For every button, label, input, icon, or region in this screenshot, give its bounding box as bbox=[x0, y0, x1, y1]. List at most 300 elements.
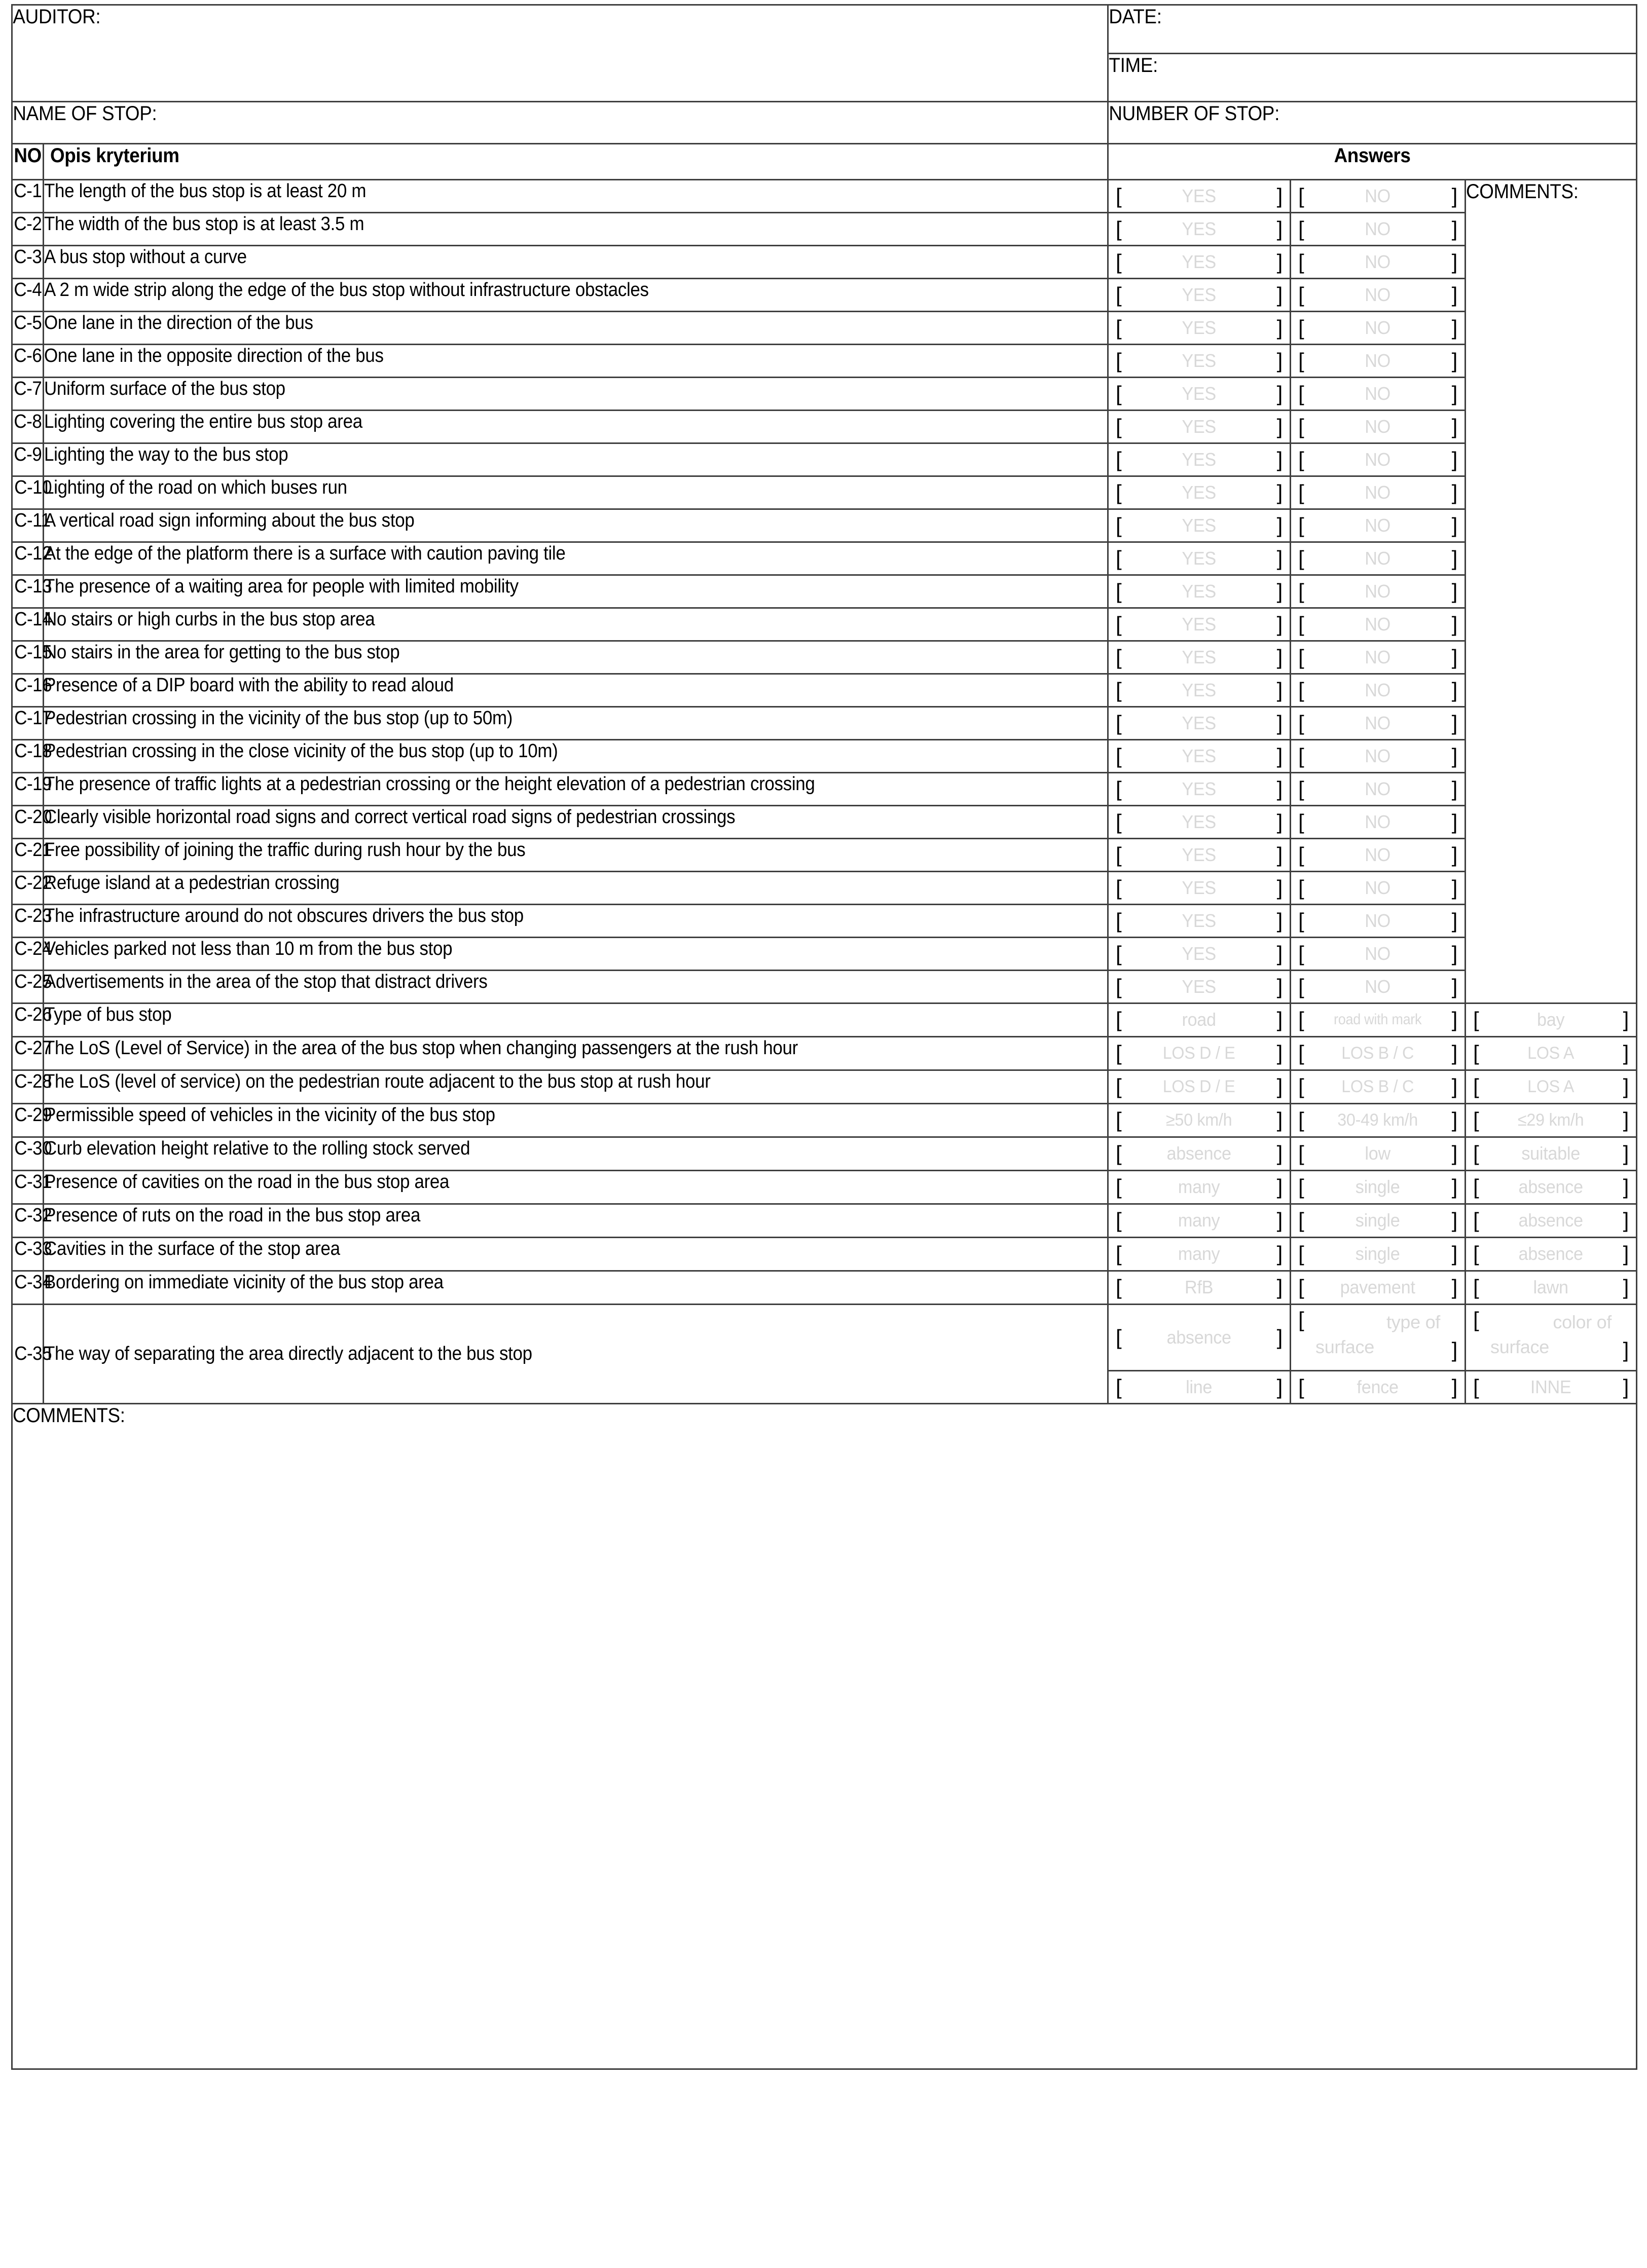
answer-option-3[interactable]: [ suitable ] bbox=[1466, 1137, 1637, 1171]
answer-option-1[interactable]: [ absence ] bbox=[1108, 1305, 1291, 1371]
answer-option-yes[interactable]: [ YES ] bbox=[1108, 773, 1291, 806]
answer-option-no[interactable]: [ NO ] bbox=[1291, 279, 1466, 312]
answer-option-2[interactable]: [ single ] bbox=[1291, 1171, 1466, 1204]
answer-option-1[interactable]: [ road ] bbox=[1108, 1003, 1291, 1037]
row-number: C-9 bbox=[12, 443, 44, 476]
answer-option-yes[interactable]: [ YES ] bbox=[1108, 411, 1291, 443]
row-description: The presence of traffic lights at a pedestrian crossing or the height elevation of a pedestrian crossing bbox=[44, 773, 1108, 806]
bracket-close-icon: ] bbox=[1451, 645, 1457, 669]
bracket-close-icon: ] bbox=[1451, 711, 1457, 735]
bracket-close-icon: ] bbox=[1451, 1041, 1457, 1065]
row-description: No stairs or high curbs in the bus stop area bbox=[44, 608, 1108, 641]
table-row bbox=[12, 938, 1637, 971]
row-description: A bus stop without a curve bbox=[44, 246, 1108, 279]
bracket-open-icon: [ bbox=[1298, 415, 1304, 438]
answer-option-no[interactable]: [ NO ] bbox=[1291, 575, 1466, 608]
answer-option-no[interactable]: [ NO ] bbox=[1291, 872, 1466, 905]
table-row bbox=[12, 411, 1637, 443]
bracket-close-icon: ] bbox=[1451, 810, 1457, 834]
row-description: Lighting the way to the bus stop bbox=[44, 443, 1108, 476]
row-number: C-26 bbox=[12, 1003, 44, 1037]
answer-option-1[interactable]: [ ≥50 km/h ] bbox=[1108, 1104, 1291, 1137]
bracket-close-icon: ] bbox=[1451, 843, 1457, 867]
bracket-close-icon: ] bbox=[1451, 1108, 1457, 1132]
bracket-open-icon: [ bbox=[1298, 1074, 1304, 1098]
bracket-open-icon: [ bbox=[1116, 480, 1122, 504]
answer-option-1[interactable]: [ many ] bbox=[1108, 1204, 1291, 1238]
row-number: C-17 bbox=[12, 707, 44, 740]
row-description: The LoS (Level of Service) in the area of the bus stop when changing passengers at the rush hour bbox=[44, 1037, 1108, 1070]
row-number: C-25 bbox=[12, 971, 44, 1003]
row-number: C-29 bbox=[12, 1104, 44, 1137]
table-row bbox=[12, 443, 1637, 476]
answer-option-3[interactable]: [ bay ] bbox=[1466, 1003, 1637, 1037]
row-number: C-21 bbox=[12, 839, 44, 872]
answer-option-yes[interactable]: [ YES ] bbox=[1108, 542, 1291, 575]
answer-option-no[interactable]: [ NO ] bbox=[1291, 443, 1466, 476]
table-row bbox=[12, 1104, 1637, 1137]
bracket-open-icon: [ bbox=[1116, 678, 1122, 702]
bracket-close-icon: ] bbox=[1451, 909, 1457, 933]
bracket-close-icon: ] bbox=[1451, 975, 1457, 998]
answer-option-yes[interactable]: [ YES ] bbox=[1108, 180, 1291, 213]
answer-option-no[interactable]: [ NO ] bbox=[1291, 312, 1466, 345]
answer-option-1[interactable]: [ LOS D / E ] bbox=[1108, 1037, 1291, 1070]
answer-option-6[interactable]: [ INNE ] bbox=[1466, 1371, 1637, 1404]
answer-option-2[interactable]: [ low ] bbox=[1291, 1137, 1466, 1171]
bracket-open-icon: [ bbox=[1116, 1008, 1122, 1031]
bracket-close-icon: ] bbox=[1451, 513, 1457, 537]
row-number: C-18 bbox=[12, 740, 44, 773]
bracket-open-icon: [ bbox=[1116, 1175, 1122, 1199]
answer-option-yes[interactable]: [ YES ] bbox=[1108, 971, 1291, 1003]
answer-option-no[interactable]: [ NO ] bbox=[1291, 773, 1466, 806]
answer-option-no[interactable]: [ NO ] bbox=[1291, 476, 1466, 509]
bracket-close-icon: ] bbox=[1276, 1074, 1283, 1098]
table-row bbox=[12, 1238, 1637, 1271]
answer-option-1[interactable]: [ LOS D / E ] bbox=[1108, 1070, 1291, 1104]
answer-option-2[interactable]: [ LOS B / C ] bbox=[1291, 1037, 1466, 1070]
table-row bbox=[12, 707, 1637, 740]
row-number: C-28 bbox=[12, 1070, 44, 1104]
bracket-open-icon: [ bbox=[1116, 1141, 1122, 1165]
answer-option-yes[interactable]: [ YES ] bbox=[1108, 674, 1291, 707]
answer-option-yes[interactable]: [ YES ] bbox=[1108, 345, 1291, 378]
bracket-open-icon: [ bbox=[1298, 1108, 1304, 1132]
row-number: C-20 bbox=[12, 806, 44, 839]
table-row bbox=[12, 1003, 1637, 1037]
bracket-open-icon: [ bbox=[1298, 909, 1304, 933]
bracket-close-icon: ] bbox=[1276, 1175, 1283, 1199]
bracket-close-icon: ] bbox=[1451, 1175, 1457, 1199]
bracket-open-icon: [ bbox=[1116, 645, 1122, 669]
bracket-open-icon: [ bbox=[1298, 513, 1304, 537]
bracket-open-icon: [ bbox=[1116, 1325, 1122, 1349]
answer-option-2[interactable]: [ pavement ] bbox=[1291, 1271, 1466, 1305]
answer-option-3-line2: surface bbox=[1490, 1336, 1549, 1357]
answer-option-1[interactable]: [ many ] bbox=[1108, 1238, 1291, 1271]
bracket-close-icon: ] bbox=[1451, 612, 1457, 636]
answer-option-no[interactable]: [ NO ] bbox=[1291, 971, 1466, 1003]
bracket-open-icon: [ bbox=[1298, 777, 1304, 801]
bracket-open-icon: [ bbox=[1116, 777, 1122, 801]
bracket-open-icon: [ bbox=[1116, 1108, 1122, 1132]
bracket-close-icon: ] bbox=[1451, 1008, 1457, 1031]
bracket-close-icon: ] bbox=[1623, 1338, 1629, 1362]
footer-comments-row bbox=[12, 1404, 1637, 2069]
bracket-open-icon: [ bbox=[1116, 579, 1122, 603]
bracket-close-icon: ] bbox=[1276, 711, 1283, 735]
answer-option-1[interactable]: [ absence ] bbox=[1108, 1137, 1291, 1171]
answer-option-1[interactable]: [ many ] bbox=[1108, 1171, 1291, 1204]
bracket-close-icon: ] bbox=[1276, 876, 1283, 900]
row-description: The presence of a waiting area for people with limited mobility bbox=[44, 575, 1108, 608]
bracket-close-icon: ] bbox=[1451, 579, 1457, 603]
answer-option-3[interactable]: [ LOS A ] bbox=[1466, 1070, 1637, 1104]
row-description: Vehicles parked not less than 10 m from the bus stop bbox=[44, 938, 1108, 971]
bracket-close-icon: ] bbox=[1276, 843, 1283, 867]
bracket-close-icon: ] bbox=[1623, 1208, 1629, 1232]
bracket-close-icon: ] bbox=[1623, 1108, 1629, 1132]
bracket-close-icon: ] bbox=[1276, 1375, 1283, 1399]
answer-option-yes[interactable]: [ YES ] bbox=[1108, 476, 1291, 509]
answer-option-no[interactable]: [ NO ] bbox=[1291, 641, 1466, 674]
bracket-open-icon: [ bbox=[1298, 1375, 1304, 1399]
bracket-open-icon: [ bbox=[1473, 1375, 1479, 1399]
bracket-open-icon: [ bbox=[1298, 876, 1304, 900]
bracket-open-icon: [ bbox=[1298, 448, 1304, 471]
answer-option-yes[interactable]: [ YES ] bbox=[1108, 905, 1291, 938]
bracket-close-icon: ] bbox=[1276, 942, 1283, 965]
comments-column-cell[interactable] bbox=[1466, 180, 1637, 1003]
answer-option-3[interactable]: [ ≤29 km/h ] bbox=[1466, 1104, 1637, 1137]
row-number: C-1 bbox=[12, 180, 44, 213]
row-description: A 2 m wide strip along the edge of the bus stop without infrastructure obstacles bbox=[44, 279, 1108, 312]
bracket-close-icon: ] bbox=[1623, 1275, 1629, 1299]
bracket-close-icon: ] bbox=[1451, 744, 1457, 768]
row-number: C-16 bbox=[12, 674, 44, 707]
bracket-close-icon: ] bbox=[1276, 184, 1283, 208]
row-number: C-14 bbox=[12, 608, 44, 641]
row-number: C-12 bbox=[12, 542, 44, 575]
answer-option-yes[interactable]: [ YES ] bbox=[1108, 740, 1291, 773]
answer-option-yes[interactable]: [ YES ] bbox=[1108, 378, 1291, 411]
answer-option-yes[interactable]: [ YES ] bbox=[1108, 872, 1291, 905]
row-description: Curb elevation height relative to the rolling stock served bbox=[44, 1137, 1108, 1171]
answer-option-2[interactable] bbox=[1291, 1305, 1466, 1371]
bracket-open-icon: [ bbox=[1116, 546, 1122, 570]
answer-option-no[interactable]: [ NO ] bbox=[1291, 213, 1466, 246]
bracket-open-icon: [ bbox=[1116, 1275, 1122, 1299]
answer-option-yes[interactable]: [ YES ] bbox=[1108, 938, 1291, 971]
name-of-stop-field[interactable] bbox=[12, 102, 1020, 144]
row-description: The way of separating the area directly adjacent to the bus stop bbox=[44, 1305, 1108, 1404]
time-label: TIME: bbox=[1108, 54, 1158, 77]
bracket-open-icon: [ bbox=[1116, 415, 1122, 438]
table-row bbox=[12, 905, 1637, 938]
footer-comments-field[interactable] bbox=[12, 1404, 1637, 2069]
bracket-open-icon: [ bbox=[1116, 876, 1122, 900]
answer-option-no[interactable]: [ NO ] bbox=[1291, 180, 1466, 213]
bracket-close-icon: ] bbox=[1451, 250, 1457, 274]
answer-option-no[interactable]: [ NO ] bbox=[1291, 740, 1466, 773]
table-row bbox=[12, 180, 1637, 213]
table-row bbox=[12, 641, 1637, 674]
answer-option-3[interactable]: [ LOS A ] bbox=[1466, 1037, 1637, 1070]
row-number: C-19 bbox=[12, 773, 44, 806]
bracket-close-icon: ] bbox=[1451, 1141, 1457, 1165]
answer-option-2[interactable]: [ single ] bbox=[1291, 1238, 1466, 1271]
bracket-open-icon: [ bbox=[1298, 283, 1304, 307]
bracket-open-icon: [ bbox=[1298, 546, 1304, 570]
answer-option-3[interactable]: [ absence ] bbox=[1466, 1171, 1637, 1204]
answer-option-yes[interactable]: [ YES ] bbox=[1108, 707, 1291, 740]
bracket-open-icon: [ bbox=[1298, 744, 1304, 768]
answer-option-no[interactable]: [ NO ] bbox=[1291, 542, 1466, 575]
bracket-close-icon: ] bbox=[1451, 1208, 1457, 1232]
bracket-close-icon: ] bbox=[1276, 744, 1283, 768]
answer-option-2[interactable]: [ road with mark ] bbox=[1291, 1003, 1466, 1037]
row-description: One lane in the direction of the bus bbox=[44, 312, 1108, 345]
bracket-close-icon: ] bbox=[1276, 1041, 1283, 1065]
answer-option-2[interactable]: [ LOS B / C ] bbox=[1291, 1070, 1466, 1104]
answer-option-no[interactable]: [ NO ] bbox=[1291, 806, 1466, 839]
bracket-close-icon: ] bbox=[1451, 1242, 1457, 1266]
bracket-close-icon: ] bbox=[1276, 349, 1283, 373]
row-description: Clearly visible horizontal road signs and correct vertical road signs of pedestrian crossings bbox=[44, 806, 1108, 839]
table-row bbox=[12, 1271, 1637, 1305]
bracket-open-icon: [ bbox=[1298, 678, 1304, 702]
table-row bbox=[12, 740, 1637, 773]
comments-column-label: COMMENTS: bbox=[1466, 180, 1579, 203]
bracket-close-icon: ] bbox=[1276, 283, 1283, 307]
name-of-stop-label: NAME OF STOP: bbox=[12, 102, 157, 125]
answer-option-no[interactable]: [ NO ] bbox=[1291, 378, 1466, 411]
answer-option-3[interactable]: [ absence ] bbox=[1466, 1204, 1637, 1238]
date-label: DATE: bbox=[1108, 6, 1162, 28]
bracket-open-icon: [ bbox=[1298, 1175, 1304, 1199]
bracket-open-icon: [ bbox=[1116, 1208, 1122, 1232]
row-number: C-15 bbox=[12, 641, 44, 674]
bracket-open-icon: [ bbox=[1298, 579, 1304, 603]
number-of-stop-field[interactable] bbox=[1108, 102, 1595, 144]
bracket-open-icon: [ bbox=[1473, 1175, 1479, 1199]
auditor-field[interactable] bbox=[12, 5, 1020, 102]
bracket-open-icon: [ bbox=[1116, 744, 1122, 768]
bracket-open-icon: [ bbox=[1473, 1108, 1479, 1132]
bracket-close-icon: ] bbox=[1276, 1208, 1283, 1232]
row-description: Presence of ruts on the road in the bus stop area bbox=[44, 1204, 1108, 1238]
answer-option-no[interactable]: [ NO ] bbox=[1291, 839, 1466, 872]
answer-option-2[interactable]: [ single ] bbox=[1291, 1204, 1466, 1238]
answer-option-4[interactable]: [ line ] bbox=[1108, 1371, 1291, 1404]
bracket-close-icon: ] bbox=[1276, 382, 1283, 405]
table-row bbox=[12, 575, 1637, 608]
row-number: C-10 bbox=[12, 476, 44, 509]
bracket-open-icon: [ bbox=[1473, 1208, 1479, 1232]
bracket-open-icon: [ bbox=[1116, 843, 1122, 867]
bracket-open-icon: [ bbox=[1116, 909, 1122, 933]
row-number: C-31 bbox=[12, 1171, 44, 1204]
bracket-close-icon: ] bbox=[1451, 283, 1457, 307]
answer-option-1[interactable]: [ RfB ] bbox=[1108, 1271, 1291, 1305]
answer-option-no[interactable]: [ NO ] bbox=[1291, 674, 1466, 707]
row-description: Free possibility of joining the traffic during rush hour by the bus bbox=[44, 839, 1108, 872]
row-number: C-33 bbox=[12, 1238, 44, 1271]
bracket-close-icon: ] bbox=[1451, 942, 1457, 965]
answer-option-yes[interactable]: [ YES ] bbox=[1108, 608, 1291, 641]
bracket-open-icon: [ bbox=[1298, 1308, 1304, 1331]
row-description: Refuge island at a pedestrian crossing bbox=[44, 872, 1108, 905]
bracket-open-icon: [ bbox=[1116, 612, 1122, 636]
bracket-open-icon: [ bbox=[1116, 349, 1122, 373]
table-row bbox=[12, 608, 1637, 641]
table-row bbox=[12, 674, 1637, 707]
bracket-close-icon: ] bbox=[1623, 1141, 1629, 1165]
answer-option-no[interactable]: [ NO ] bbox=[1291, 411, 1466, 443]
table-row bbox=[12, 1070, 1637, 1104]
row-description: At the edge of the platform there is a surface with caution paving tile bbox=[44, 542, 1108, 575]
bracket-close-icon: ] bbox=[1451, 546, 1457, 570]
row-number: C-35 bbox=[12, 1305, 44, 1404]
bracket-close-icon: ] bbox=[1276, 1275, 1283, 1299]
auditor-label: AUDITOR: bbox=[12, 6, 100, 28]
bracket-close-icon: ] bbox=[1276, 415, 1283, 438]
answer-option-no[interactable]: [ NO ] bbox=[1291, 509, 1466, 542]
bracket-close-icon: ] bbox=[1276, 810, 1283, 834]
bracket-close-icon: ] bbox=[1276, 448, 1283, 471]
answer-option-3[interactable] bbox=[1466, 1305, 1637, 1371]
answer-option-5[interactable]: [ fence ] bbox=[1291, 1371, 1466, 1404]
bracket-close-icon: ] bbox=[1276, 1141, 1283, 1165]
column-header-answers: Answers bbox=[1108, 144, 1637, 180]
answer-option-2[interactable]: [ 30-49 km/h ] bbox=[1291, 1104, 1466, 1137]
header-row-stop bbox=[12, 102, 1637, 144]
bracket-close-icon: ] bbox=[1623, 1074, 1629, 1098]
bracket-open-icon: [ bbox=[1298, 1275, 1304, 1299]
row-description: Uniform surface of the bus stop bbox=[44, 378, 1108, 411]
answer-option-3[interactable]: [ lawn ] bbox=[1466, 1271, 1637, 1305]
bracket-open-icon: [ bbox=[1116, 1242, 1122, 1266]
bracket-open-icon: [ bbox=[1298, 382, 1304, 405]
bracket-open-icon: [ bbox=[1298, 184, 1304, 208]
answer-option-yes[interactable]: [ YES ] bbox=[1108, 575, 1291, 608]
bracket-close-icon: ] bbox=[1451, 1074, 1457, 1098]
answer-option-yes[interactable]: [ YES ] bbox=[1108, 641, 1291, 674]
row-description: The infrastructure around do not obscures drivers the bus stop bbox=[44, 905, 1108, 938]
bracket-close-icon: ] bbox=[1451, 448, 1457, 471]
bracket-open-icon: [ bbox=[1298, 1141, 1304, 1165]
answer-option-3[interactable]: [ absence ] bbox=[1466, 1238, 1637, 1271]
bracket-open-icon: [ bbox=[1116, 250, 1122, 274]
bracket-open-icon: [ bbox=[1298, 480, 1304, 504]
bracket-close-icon: ] bbox=[1451, 382, 1457, 405]
bracket-close-icon: ] bbox=[1623, 1242, 1629, 1266]
row-description: Bordering on immediate vicinity of the bus stop area bbox=[44, 1271, 1108, 1305]
answer-option-yes[interactable]: [ YES ] bbox=[1108, 806, 1291, 839]
bracket-open-icon: [ bbox=[1298, 612, 1304, 636]
bracket-close-icon: ] bbox=[1276, 546, 1283, 570]
row-number: C-23 bbox=[12, 905, 44, 938]
bracket-close-icon: ] bbox=[1451, 184, 1457, 208]
date-field[interactable] bbox=[1108, 5, 1595, 54]
answer-option-no[interactable]: [ NO ] bbox=[1291, 246, 1466, 279]
answer-option-yes[interactable]: [ YES ] bbox=[1108, 509, 1291, 542]
table-row bbox=[12, 806, 1637, 839]
answer-option-no[interactable]: [ NO ] bbox=[1291, 707, 1466, 740]
table-row bbox=[12, 476, 1637, 509]
table-row bbox=[12, 1137, 1637, 1171]
time-field[interactable] bbox=[1108, 53, 1595, 102]
bracket-open-icon: [ bbox=[1298, 250, 1304, 274]
answer-option-yes[interactable]: [ YES ] bbox=[1108, 246, 1291, 279]
bracket-close-icon: ] bbox=[1451, 349, 1457, 373]
bracket-open-icon: [ bbox=[1116, 1375, 1122, 1399]
table-row bbox=[12, 246, 1637, 279]
bracket-open-icon: [ bbox=[1116, 1041, 1122, 1065]
bracket-close-icon: ] bbox=[1451, 1375, 1457, 1399]
row-description: Permissible speed of vehicles in the vicinity of the bus stop bbox=[44, 1104, 1108, 1137]
row-description: The LoS (level of service) on the pedestrian route adjacent to the bus stop at rush hour bbox=[44, 1070, 1108, 1104]
bracket-open-icon: [ bbox=[1116, 316, 1122, 340]
bracket-close-icon: ] bbox=[1276, 1108, 1283, 1132]
bracket-open-icon: [ bbox=[1298, 1208, 1304, 1232]
bracket-open-icon: [ bbox=[1116, 382, 1122, 405]
row-number: C-4 bbox=[12, 279, 44, 312]
bracket-close-icon: ] bbox=[1451, 480, 1457, 504]
answer-option-no[interactable]: [ NO ] bbox=[1291, 345, 1466, 378]
answer-option-yes[interactable]: [ YES ] bbox=[1108, 213, 1291, 246]
bracket-open-icon: [ bbox=[1298, 942, 1304, 965]
table-row bbox=[12, 345, 1637, 378]
answer-option-yes[interactable]: [ YES ] bbox=[1108, 839, 1291, 872]
answer-option-no[interactable]: [ NO ] bbox=[1291, 905, 1466, 938]
row-description: Lighting covering the entire bus stop area bbox=[44, 411, 1108, 443]
row-description: No stairs in the area for getting to the bus stop bbox=[44, 641, 1108, 674]
table-row bbox=[12, 542, 1637, 575]
answer-option-no[interactable]: [ NO ] bbox=[1291, 608, 1466, 641]
answer-option-yes[interactable]: [ YES ] bbox=[1108, 279, 1291, 312]
bracket-open-icon: [ bbox=[1473, 1275, 1479, 1299]
answer-option-yes[interactable]: [ YES ] bbox=[1108, 312, 1291, 345]
row-number: C-27 bbox=[12, 1037, 44, 1070]
header-row-auditor-date bbox=[12, 5, 1637, 54]
bracket-close-icon: ] bbox=[1276, 480, 1283, 504]
bracket-close-icon: ] bbox=[1451, 678, 1457, 702]
bracket-open-icon: [ bbox=[1116, 513, 1122, 537]
row-description: The length of the bus stop is at least 20 m bbox=[44, 180, 1108, 213]
table-row bbox=[12, 279, 1637, 312]
bracket-close-icon: ] bbox=[1276, 250, 1283, 274]
table-row bbox=[12, 971, 1637, 1003]
bracket-open-icon: [ bbox=[1116, 810, 1122, 834]
answer-option-yes[interactable]: [ YES ] bbox=[1108, 443, 1291, 476]
bracket-open-icon: [ bbox=[1298, 810, 1304, 834]
table-row bbox=[12, 509, 1637, 542]
bracket-open-icon: [ bbox=[1298, 1008, 1304, 1031]
column-header-no: NO bbox=[12, 144, 44, 180]
table-column-header bbox=[12, 144, 1637, 180]
row-description: A vertical road sign informing about the bus stop bbox=[44, 509, 1108, 542]
number-of-stop-label: NUMBER OF STOP: bbox=[1108, 102, 1279, 125]
answer-option-no[interactable]: [ NO ] bbox=[1291, 938, 1466, 971]
bracket-open-icon: [ bbox=[1298, 645, 1304, 669]
bracket-close-icon: ] bbox=[1276, 777, 1283, 801]
bracket-open-icon: [ bbox=[1473, 1141, 1479, 1165]
bracket-close-icon: ] bbox=[1276, 1242, 1283, 1266]
row-description: The width of the bus stop is at least 3.5 m bbox=[44, 213, 1108, 246]
answer-option-2-line2: surface bbox=[1315, 1336, 1374, 1357]
